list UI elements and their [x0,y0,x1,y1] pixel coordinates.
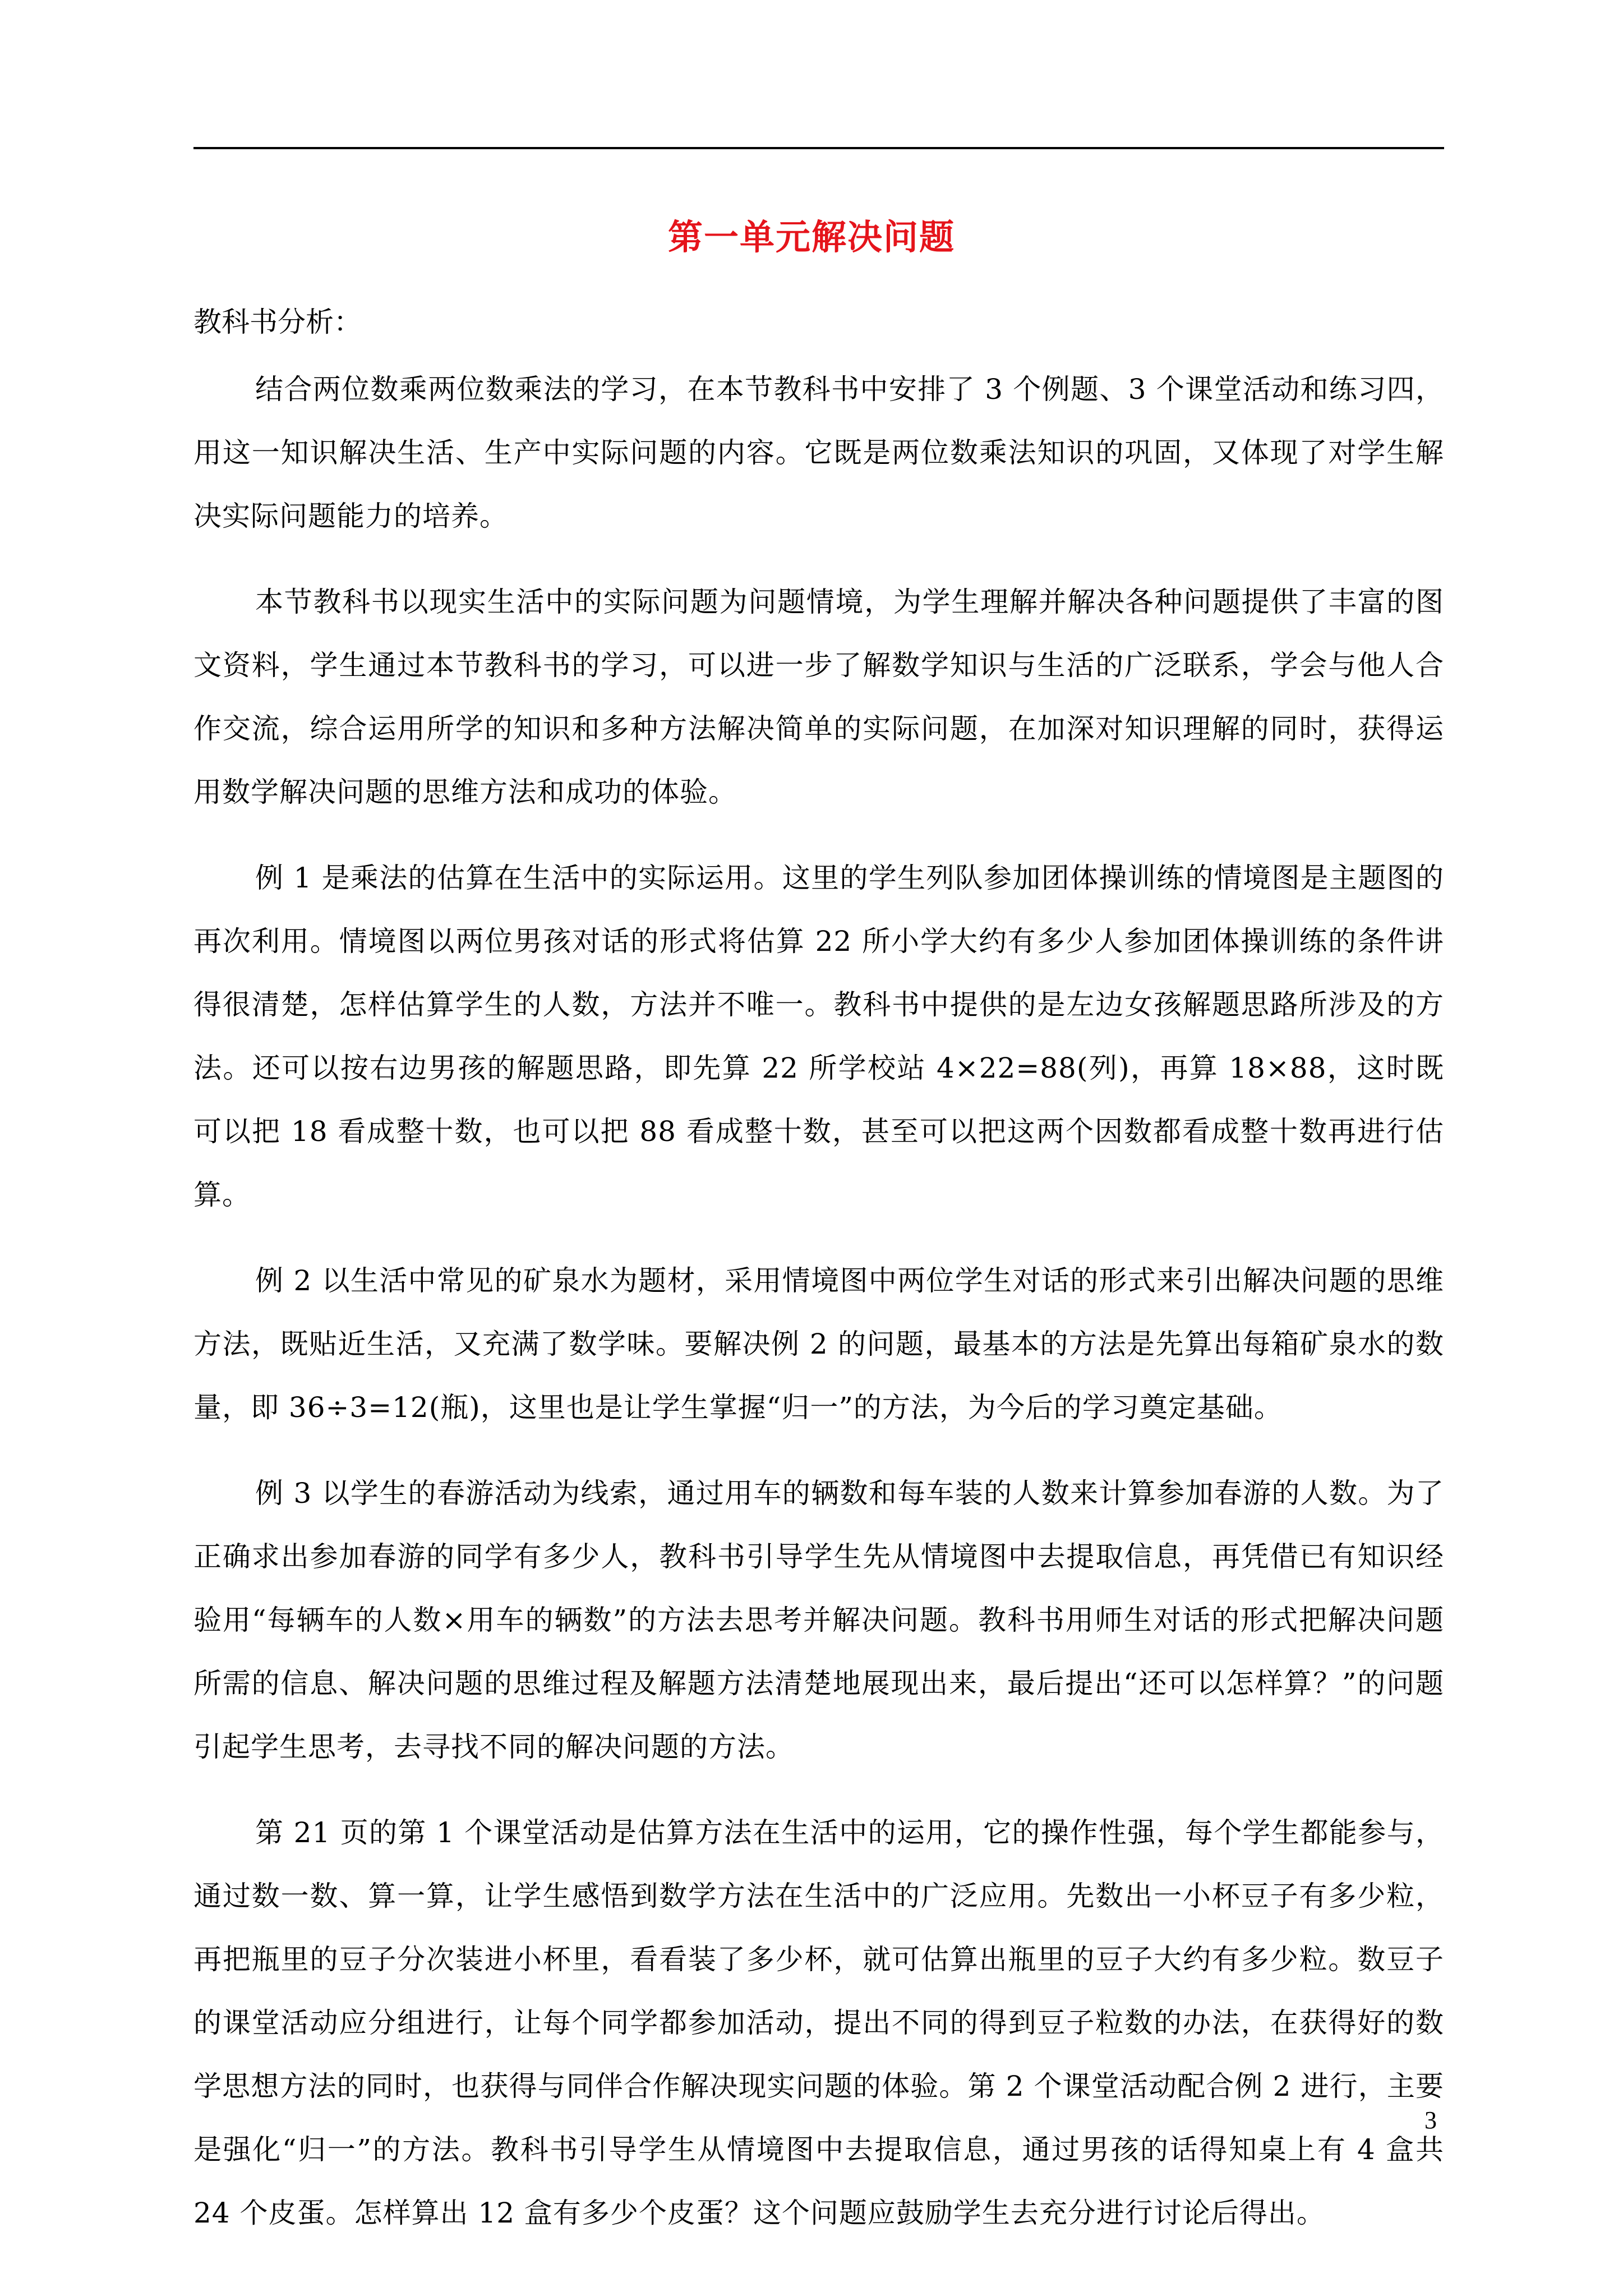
paragraph-example-3: 例 3 以学生的春游活动为线索，通过用车的辆数和每车装的人数来计算参加春游的人数。为了正确求出参加春游的同学有多少人，教科书引导学生先从情境图中去提取信息，再凭借已有知识经验用“每辆车的人数×用车的辆数”的方法去思考并解决问题。教科书用师生对话的形式把解决问题所需的信息、解决问题的思维过程及解题方法清楚地展现出来，最后提出“还可以怎样算？”的问题引起学生思考，去寻找不同的解决问题的方法。 [193,1477,1444,1763]
header-rule [193,147,1444,149]
paragraph-example-1: 例 1 是乘法的估算在生活中的实际运用。这里的学生列队参加团体操训练的情境图是主题图的再次利用。情境图以两位男孩对话的形式将估算 22 所小学大约有多少人参加团体操训练的条件讲得很清楚，怎样估算学生的人数，方法并不唯一。教科书中提供的是左边女孩解题思路所涉及的方法。还可以按右边男孩的解题思路，即先算 22 所学校站 4×22=88(列)，再算 18×88，这时既可以把 18 看成整十数，也可以把 88 看成整十数，甚至可以把这两个因数都看成整十数再进行估算。 [193,862,1444,1211]
paragraph-class-activities: 第 21 页的第 1 个课堂活动是估算方法在生活中的运用，它的操作性强，每个学生都能参与，通过数一数、算一算，让学生感悟到数学方法在生活中的广泛应用。先数出一小杯豆子有多少粒，再把瓶里的豆子分次装进小杯里，看看装了多少杯，就可估算出瓶里的豆子大约有多少粒。数豆子的课堂活动应分组进行，让每个同学都参加活动，提出不同的得到豆子粒数的办法，在获得好的数学思想方法的同时，也获得与同伴合作解决现实问题的体验。第 2 个课堂活动配合例 2 进行，主要是强化“归一”的方法。教科书引导学生从情境图中去提取信息，通过男孩的话得知桌上有 4 盒共 24 个皮蛋。怎样算出 12 盒有多少个皮蛋？这个问题应鼓励学生去充分进行讨论后得出。 [193,1816,1444,2229]
document-title: 第一单元解决问题 [667,217,955,257]
paragraph-example-2: 例 2 以生活中常见的矿泉水为题材，采用情境图中两位学生对话的形式来引出解决问题的思维方法，既贴近生活，又充满了数学味。要解决例 2 的问题，最基本的方法是先算出每箱矿泉水的数量，即 36÷3=12(瓶)，这里也是让学生掌握“归一”的方法，为今后的学习奠定基础。 [193,1264,1444,1424]
section-label: 教科书分析： [193,306,362,338]
paragraph-context: 本节教科书以现实生活中的实际问题为问题情境，为学生理解并解决各种问题提供了丰富的图文资料，学生通过本节教科书的学习，可以进一步了解数学知识与生活的广泛联系，学会与他人合作交流，综合运用所学的知识和多种方法解决简单的实际问题，在加深对知识理解的同时，获得运用数学解决问题的思维方法和成功的体验。 [193,586,1444,808]
body-text [193,358,1444,2267]
page-number: 3 [1424,2106,1437,2134]
paragraph-intro: 结合两位数乘两位数乘法的学习，在本节教科书中安排了 3 个例题、3 个课堂活动和练习四，用这一知识解决生活、生产中实际问题的内容。它既是两位数乘法知识的巩固，又体现了对学生解决实际问题能力的培养。 [193,373,1444,532]
